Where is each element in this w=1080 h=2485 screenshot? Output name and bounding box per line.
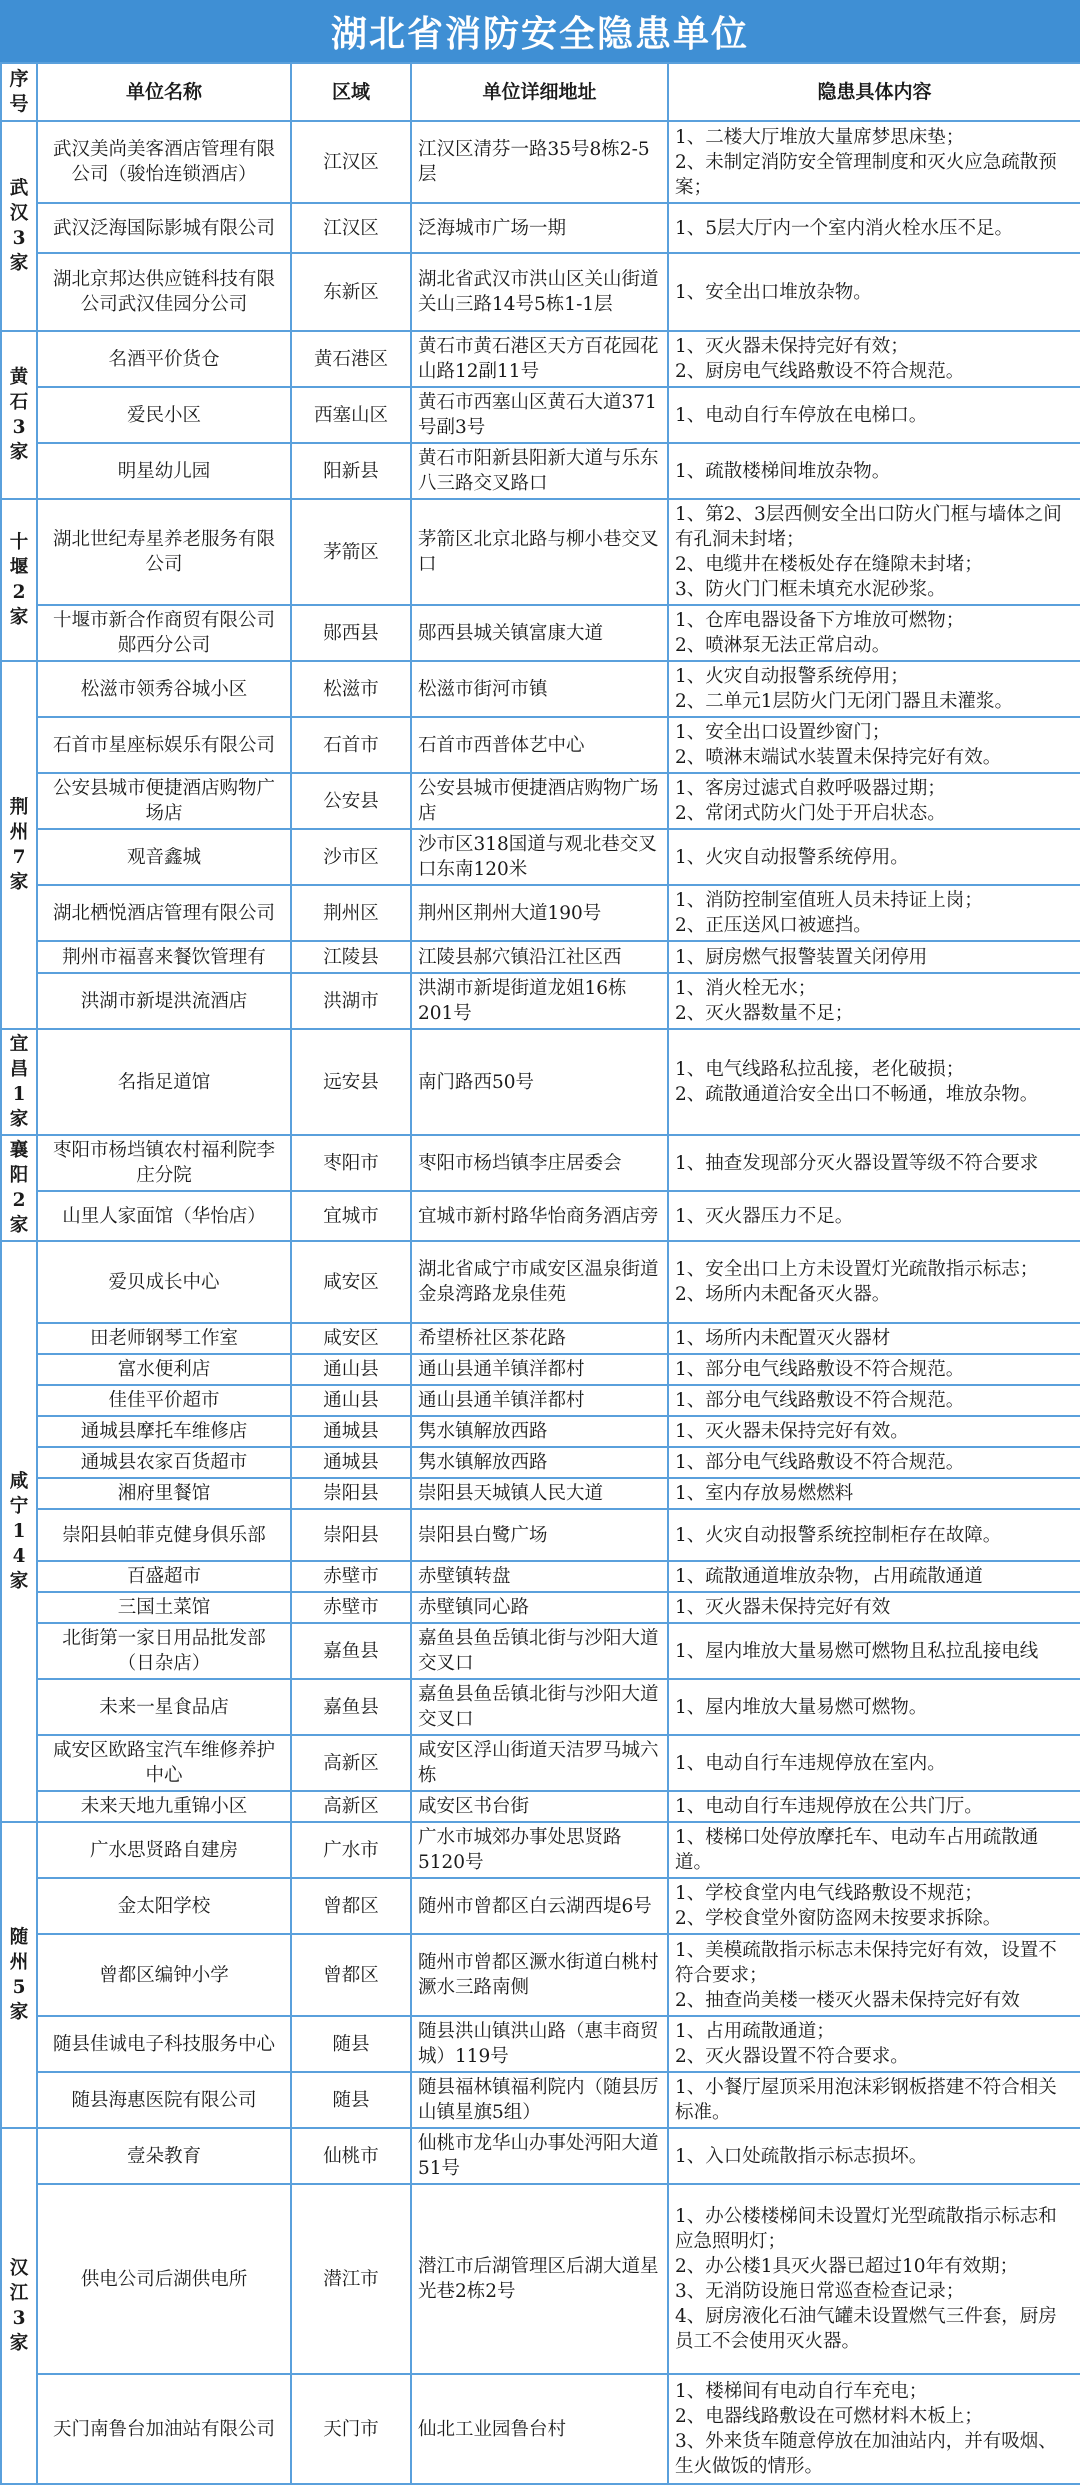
issues-cell: 1、入口处疏散指示标志损坏。 bbox=[668, 2128, 1080, 2184]
issues-cell: 1、部分电气线路敷设不符合规范。 bbox=[668, 1354, 1080, 1385]
unit-name-cell: 枣阳市杨垱镇农村福利院李庄分院 bbox=[37, 1135, 291, 1191]
issues-cell: 1、火灾自动报警系统停用； 2、二单元1层防火门无闭门器且未灌浆。 bbox=[668, 661, 1080, 717]
table-row bbox=[1, 1509, 1080, 1561]
issues-cell: 1、消防控制室值班人员未持证上岗； 2、正压送风口被遮挡。 bbox=[668, 885, 1080, 941]
district-cell: 随县 bbox=[291, 2016, 411, 2072]
unit-name-cell: 武汉泛海国际影城有限公司 bbox=[37, 203, 291, 253]
city-group-label: 汉江3家 bbox=[1, 2128, 37, 2484]
issues-cell: 1、美模疏散指示标志未保持完好有效，设置不符合要求； 2、抽查尚美楼一楼灭火器未保持完好有效 bbox=[668, 1934, 1080, 2016]
city-group-label: 宜昌1家 bbox=[1, 1029, 37, 1135]
unit-name-cell: 崇阳县帕菲克健身俱乐部 bbox=[37, 1509, 291, 1561]
unit-name-cell: 广水思贤路自建房 bbox=[37, 1822, 291, 1878]
city-group-label: 荆州7家 bbox=[1, 661, 37, 1029]
issues-cell: 1、仓库电器设备下方堆放可燃物； 2、喷淋泵无法正常启动。 bbox=[668, 605, 1080, 661]
issues-cell: 1、疏散楼梯间堆放杂物。 bbox=[668, 443, 1080, 499]
table-row bbox=[1, 121, 1080, 203]
table-row bbox=[1, 1478, 1080, 1509]
address-cell: 通山县通羊镇洋都村 bbox=[411, 1354, 668, 1385]
table-row bbox=[1, 331, 1080, 387]
district-cell: 远安县 bbox=[291, 1029, 411, 1135]
table-row bbox=[1, 203, 1080, 253]
unit-name-cell: 荆州市福喜来餐饮管理有 bbox=[37, 941, 291, 973]
address-cell: 洪湖市新堤街道龙姐16栋201号 bbox=[411, 973, 668, 1029]
unit-name-cell: 曾都区编钟小学 bbox=[37, 1934, 291, 2016]
district-cell: 宜城市 bbox=[291, 1191, 411, 1241]
table-row bbox=[1, 2016, 1080, 2072]
district-cell: 嘉鱼县 bbox=[291, 1623, 411, 1679]
issues-cell: 1、场所内未配置灭火器材 bbox=[668, 1323, 1080, 1354]
district-cell: 通城县 bbox=[291, 1416, 411, 1447]
address-cell: 仙北工业园鲁台村 bbox=[411, 2374, 668, 2484]
address-cell: 沙市区318国道与观北巷交叉口东南120米 bbox=[411, 829, 668, 885]
issues-cell: 1、灭火器未保持完好有效。 bbox=[668, 1416, 1080, 1447]
city-group-label: 黄石3家 bbox=[1, 331, 37, 499]
issues-cell: 1、疏散通道堆放杂物，占用疏散通道 bbox=[668, 1561, 1080, 1592]
city-group-label: 随州5家 bbox=[1, 1822, 37, 2128]
table-row bbox=[1, 1735, 1080, 1791]
table-row bbox=[1, 1323, 1080, 1354]
header-address: 单位详细地址 bbox=[411, 63, 668, 121]
address-cell: 咸安区书台街 bbox=[411, 1791, 668, 1822]
table-row bbox=[1, 1447, 1080, 1478]
table-row bbox=[1, 1191, 1080, 1241]
unit-name-cell: 随县海惠医院有限公司 bbox=[37, 2072, 291, 2128]
address-cell: 赤壁镇同心路 bbox=[411, 1592, 668, 1623]
district-cell: 枣阳市 bbox=[291, 1135, 411, 1191]
district-cell: 高新区 bbox=[291, 1791, 411, 1822]
unit-name-cell: 公安县城市便捷酒店购物广场店 bbox=[37, 773, 291, 829]
table-row bbox=[1, 1679, 1080, 1735]
district-cell: 阳新县 bbox=[291, 443, 411, 499]
unit-name-cell: 十堰市新合作商贸有限公司郧西分公司 bbox=[37, 605, 291, 661]
table-row bbox=[1, 1623, 1080, 1679]
district-cell: 崇阳县 bbox=[291, 1478, 411, 1509]
issues-cell: 1、电动自行车违规停放在公共门厅。 bbox=[668, 1791, 1080, 1822]
issues-cell: 1、二楼大厅堆放大量席梦思床垫； 2、未制定消防安全管理制度和灭火应急疏散预案； bbox=[668, 121, 1080, 203]
issues-cell: 1、火灾自动报警系统停用。 bbox=[668, 829, 1080, 885]
address-cell: 崇阳县天城镇人民大道 bbox=[411, 1478, 668, 1509]
district-cell: 潜江市 bbox=[291, 2184, 411, 2374]
unit-name-cell: 三国土菜馆 bbox=[37, 1592, 291, 1623]
table-row bbox=[1, 1592, 1080, 1623]
address-cell: 湖北省咸宁市咸安区温泉街道 金泉湾路龙泉佳苑 bbox=[411, 1241, 668, 1323]
issues-cell: 1、电动自行车违规停放在室内。 bbox=[668, 1735, 1080, 1791]
table-row bbox=[1, 973, 1080, 1029]
district-cell: 赤壁市 bbox=[291, 1561, 411, 1592]
district-cell: 石首市 bbox=[291, 717, 411, 773]
district-cell: 崇阳县 bbox=[291, 1509, 411, 1561]
district-cell: 仙桃市 bbox=[291, 2128, 411, 2184]
unit-name-cell: 湘府里餐馆 bbox=[37, 1478, 291, 1509]
address-cell: 泛海城市广场一期 bbox=[411, 203, 668, 253]
unit-name-cell: 金太阳学校 bbox=[37, 1878, 291, 1934]
unit-name-cell: 未来天地九重锦小区 bbox=[37, 1791, 291, 1822]
unit-name-cell: 湖北栖悦酒店管理有限公司 bbox=[37, 885, 291, 941]
unit-name-cell: 田老师钢琴工作室 bbox=[37, 1323, 291, 1354]
unit-name-cell: 百盛超市 bbox=[37, 1561, 291, 1592]
issues-cell: 1、厨房燃气报警装置关闭停用 bbox=[668, 941, 1080, 973]
issues-cell: 1、屋内堆放大量易燃可燃物且私拉乱接电线 bbox=[668, 1623, 1080, 1679]
unit-name-cell: 洪湖市新堤洪流酒店 bbox=[37, 973, 291, 1029]
district-cell: 咸安区 bbox=[291, 1241, 411, 1323]
table-row bbox=[1, 2128, 1080, 2184]
district-cell: 黄石港区 bbox=[291, 331, 411, 387]
district-cell: 曾都区 bbox=[291, 1878, 411, 1934]
unit-name-cell: 富水便利店 bbox=[37, 1354, 291, 1385]
unit-name-cell: 名酒平价货仓 bbox=[37, 331, 291, 387]
issues-cell: 1、安全出口设置纱窗门； 2、喷淋末端试水装置未保持完好有效。 bbox=[668, 717, 1080, 773]
unit-name-cell: 咸安区欧路宝汽车维修养护中心 bbox=[37, 1735, 291, 1791]
address-cell: 仙桃市龙华山办事处沔阳大道51号 bbox=[411, 2128, 668, 2184]
table-row bbox=[1, 661, 1080, 717]
unit-name-cell: 爱贝成长中心 bbox=[37, 1241, 291, 1323]
address-cell: 石首市西普体艺中心 bbox=[411, 717, 668, 773]
issues-cell: 1、屋内堆放大量易燃可燃物。 bbox=[668, 1679, 1080, 1735]
district-cell: 赤壁市 bbox=[291, 1592, 411, 1623]
district-cell: 曾都区 bbox=[291, 1934, 411, 2016]
address-cell: 黄石市西塞山区黄石大道371号副3号 bbox=[411, 387, 668, 443]
address-cell: 荆州区荆州大道190号 bbox=[411, 885, 668, 941]
unit-name-cell: 北街第一家日用品批发部（日杂店） bbox=[37, 1623, 291, 1679]
unit-name-cell: 山里人家面馆（华怡店） bbox=[37, 1191, 291, 1241]
unit-name-cell: 壹朵教育 bbox=[37, 2128, 291, 2184]
table-row bbox=[1, 717, 1080, 773]
table-row bbox=[1, 2072, 1080, 2128]
address-cell: 湖北省武汉市洪山区关山街道关山三路14号5栋1-1层 bbox=[411, 253, 668, 331]
header-seq: 序号 bbox=[1, 63, 37, 121]
table-row bbox=[1, 1029, 1080, 1135]
issues-cell: 1、消火栓无水； 2、灭火器数量不足； bbox=[668, 973, 1080, 1029]
issues-cell: 1、室内存放易燃燃料 bbox=[668, 1478, 1080, 1509]
unit-name-cell: 观音鑫城 bbox=[37, 829, 291, 885]
district-cell: 江陵县 bbox=[291, 941, 411, 973]
issues-cell: 1、办公楼楼梯间未设置灯光型疏散指示标志和应急照明灯； 2、办公楼1具灭火器已超过10年有效期； 3、无消防设施日常巡查检查记录； 4、厨房液化石油气罐未设置燃气三件套，厨房员工不会使用灭火器。 bbox=[668, 2184, 1080, 2374]
issues-cell: 1、5层大厅内一个室内消火栓水压不足。 bbox=[668, 203, 1080, 253]
unit-name-cell: 天门南鲁台加油站有限公司 bbox=[37, 2374, 291, 2484]
table-row bbox=[1, 1791, 1080, 1822]
address-cell: 嘉鱼县鱼岳镇北街与沙阳大道交叉口 bbox=[411, 1679, 668, 1735]
issues-cell: 1、抽查发现部分灭火器设置等级不符合要求 bbox=[668, 1135, 1080, 1191]
address-cell: 黄石市阳新县阳新大道与乐东八三路交叉路口 bbox=[411, 443, 668, 499]
district-cell: 茅箭区 bbox=[291, 499, 411, 605]
address-cell: 随州市曾都区㵐水街道白桃村㵐水三路南侧 bbox=[411, 1934, 668, 2016]
district-cell: 郧西县 bbox=[291, 605, 411, 661]
page-title: 湖北省消防安全隐患单位 bbox=[0, 0, 1080, 62]
table-header-row bbox=[1, 63, 1080, 121]
issues-cell: 1、电动自行车停放在电梯口。 bbox=[668, 387, 1080, 443]
table-row bbox=[1, 2184, 1080, 2374]
address-cell: 随县福林镇福利院内（随县厉山镇星旗5组） bbox=[411, 2072, 668, 2128]
unit-name-cell: 通城县摩托车维修店 bbox=[37, 1416, 291, 1447]
header-name: 单位名称 bbox=[37, 63, 291, 121]
district-cell: 江汉区 bbox=[291, 121, 411, 203]
issues-cell: 1、灭火器未保持完好有效 bbox=[668, 1592, 1080, 1623]
table-row bbox=[1, 253, 1080, 331]
district-cell: 江汉区 bbox=[291, 203, 411, 253]
unit-name-cell: 通城县农家百货超市 bbox=[37, 1447, 291, 1478]
district-cell: 高新区 bbox=[291, 1735, 411, 1791]
address-cell: 隽水镇解放西路 bbox=[411, 1416, 668, 1447]
issues-cell: 1、灭火器压力不足。 bbox=[668, 1191, 1080, 1241]
address-cell: 江汉区清芬一路35号8栋2-5层 bbox=[411, 121, 668, 203]
address-cell: 崇阳县白鹭广场 bbox=[411, 1509, 668, 1561]
table-row bbox=[1, 773, 1080, 829]
address-cell: 黄石市黄石港区天方百花园花山路12副11号 bbox=[411, 331, 668, 387]
header-issues: 隐患具体内容 bbox=[668, 63, 1080, 121]
unit-name-cell: 供电公司后湖供电所 bbox=[37, 2184, 291, 2374]
issues-cell: 1、灭火器未保持完好有效； 2、厨房电气线路敷设不符合规范。 bbox=[668, 331, 1080, 387]
table-row bbox=[1, 2374, 1080, 2484]
table-row bbox=[1, 1385, 1080, 1416]
address-cell: 公安县城市便捷酒店购物广场店 bbox=[411, 773, 668, 829]
unit-name-cell: 未来一星食品店 bbox=[37, 1679, 291, 1735]
address-cell: 郧西县城关镇富康大道 bbox=[411, 605, 668, 661]
district-cell: 松滋市 bbox=[291, 661, 411, 717]
district-cell: 通山县 bbox=[291, 1385, 411, 1416]
district-cell: 西塞山区 bbox=[291, 387, 411, 443]
district-cell: 沙市区 bbox=[291, 829, 411, 885]
city-group-label: 十堰2家 bbox=[1, 499, 37, 661]
hazard-table bbox=[0, 62, 1080, 2485]
unit-name-cell: 松滋市领秀谷城小区 bbox=[37, 661, 291, 717]
table-row bbox=[1, 1878, 1080, 1934]
address-cell: 随州市曾都区白云湖西堤6号 bbox=[411, 1878, 668, 1934]
address-cell: 嘉鱼县鱼岳镇北街与沙阳大道交叉口 bbox=[411, 1623, 668, 1679]
district-cell: 随县 bbox=[291, 2072, 411, 2128]
unit-name-cell: 随县佳诚电子科技服务中心 bbox=[37, 2016, 291, 2072]
issues-cell: 1、部分电气线路敷设不符合规范。 bbox=[668, 1447, 1080, 1478]
address-cell: 宜城市新村路华怡商务酒店旁 bbox=[411, 1191, 668, 1241]
table-row bbox=[1, 605, 1080, 661]
district-cell: 嘉鱼县 bbox=[291, 1679, 411, 1735]
address-cell: 赤壁镇转盘 bbox=[411, 1561, 668, 1592]
address-cell: 广水市城郊办事处思贤路5120号 bbox=[411, 1822, 668, 1878]
issues-cell: 1、电气线路私拉乱接，老化破损； 2、疏散通道洽安全出口不畅通，堆放杂物。 bbox=[668, 1029, 1080, 1135]
issues-cell: 1、火灾自动报警系统控制柜存在故障。 bbox=[668, 1509, 1080, 1561]
address-cell: 潜江市后湖管理区后湖大道星光巷2栋2号 bbox=[411, 2184, 668, 2374]
address-cell: 茅箭区北京北路与柳小巷交叉口 bbox=[411, 499, 668, 605]
unit-name-cell: 爱民小区 bbox=[37, 387, 291, 443]
issues-cell: 1、楼梯间有电动自行车充电； 2、电器线路敷设在可燃材料木板上； 3、外来货车随意停放在加油站内，并有吸烟、生火做饭的情形。 bbox=[668, 2374, 1080, 2484]
address-cell: 通山县通羊镇洋都村 bbox=[411, 1385, 668, 1416]
district-cell: 通山县 bbox=[291, 1354, 411, 1385]
unit-name-cell: 佳佳平价超市 bbox=[37, 1385, 291, 1416]
city-group-label: 咸宁14家 bbox=[1, 1241, 37, 1822]
address-cell: 松滋市街河市镇 bbox=[411, 661, 668, 717]
address-cell: 枣阳市杨垱镇李庄居委会 bbox=[411, 1135, 668, 1191]
district-cell: 通城县 bbox=[291, 1447, 411, 1478]
address-cell: 南门路西50号 bbox=[411, 1029, 668, 1135]
table-row bbox=[1, 1354, 1080, 1385]
table-row bbox=[1, 443, 1080, 499]
unit-name-cell: 石首市星座标娱乐有限公司 bbox=[37, 717, 291, 773]
issues-cell: 1、安全出口堆放杂物。 bbox=[668, 253, 1080, 331]
address-cell: 江陵县郝穴镇沿江社区西 bbox=[411, 941, 668, 973]
unit-name-cell: 明星幼儿园 bbox=[37, 443, 291, 499]
address-cell: 随县洪山镇洪山路（惠丰商贸城）119号 bbox=[411, 2016, 668, 2072]
address-cell: 咸安区浮山街道天洁罗马城六栋 bbox=[411, 1735, 668, 1791]
unit-name-cell: 名指足道馆 bbox=[37, 1029, 291, 1135]
table-row bbox=[1, 499, 1080, 605]
district-cell: 东新区 bbox=[291, 253, 411, 331]
header-district: 区域 bbox=[291, 63, 411, 121]
unit-name-cell: 湖北京邦达供应链科技有限公司武汉佳园分公司 bbox=[37, 253, 291, 331]
table-row bbox=[1, 1561, 1080, 1592]
table-row bbox=[1, 1822, 1080, 1878]
table-row bbox=[1, 1934, 1080, 2016]
table-body bbox=[1, 121, 1080, 2484]
issues-cell: 1、占用疏散通道； 2、灭火器设置不符合要求。 bbox=[668, 2016, 1080, 2072]
district-cell: 洪湖市 bbox=[291, 973, 411, 1029]
table-row bbox=[1, 941, 1080, 973]
table-row bbox=[1, 1135, 1080, 1191]
address-cell: 希望桥社区茶花路 bbox=[411, 1323, 668, 1354]
issues-cell: 1、小餐厅屋顶采用泡沫彩钢板搭建不符合相关标准。 bbox=[668, 2072, 1080, 2128]
table-row bbox=[1, 1241, 1080, 1323]
issues-cell: 1、楼梯口处停放摩托车、电动车占用疏散通道。 bbox=[668, 1822, 1080, 1878]
district-cell: 公安县 bbox=[291, 773, 411, 829]
table-row bbox=[1, 885, 1080, 941]
district-cell: 天门市 bbox=[291, 2374, 411, 2484]
district-cell: 广水市 bbox=[291, 1822, 411, 1878]
city-group-label: 襄阳2家 bbox=[1, 1135, 37, 1241]
district-cell: 咸安区 bbox=[291, 1323, 411, 1354]
table-row bbox=[1, 829, 1080, 885]
issues-cell: 1、学校食堂内电气线路敷设不规范； 2、学校食堂外窗防盗网未按要求拆除。 bbox=[668, 1878, 1080, 1934]
table-row bbox=[1, 1416, 1080, 1447]
city-group-label: 武汉3家 bbox=[1, 121, 37, 331]
issues-cell: 1、安全出口上方未设置灯光疏散指示标志； 2、场所内未配备灭火器。 bbox=[668, 1241, 1080, 1323]
issues-cell: 1、第2、3层西侧安全出口防火门框与墙体之间有孔洞未封堵； 2、电缆井在楼板处存在缝隙未封堵； 3、防火门门框未填充水泥砂浆。 bbox=[668, 499, 1080, 605]
issues-cell: 1、客房过滤式自救呼吸器过期； 2、常闭式防火门处于开启状态。 bbox=[668, 773, 1080, 829]
address-cell: 隽水镇解放西路 bbox=[411, 1447, 668, 1478]
issues-cell: 1、部分电气线路敷设不符合规范。 bbox=[668, 1385, 1080, 1416]
table-row bbox=[1, 387, 1080, 443]
unit-name-cell: 湖北世纪寿星养老服务有限公司 bbox=[37, 499, 291, 605]
district-cell: 荆州区 bbox=[291, 885, 411, 941]
unit-name-cell: 武汉美尚美客酒店管理有限公司（骏怡连锁酒店） bbox=[37, 121, 291, 203]
